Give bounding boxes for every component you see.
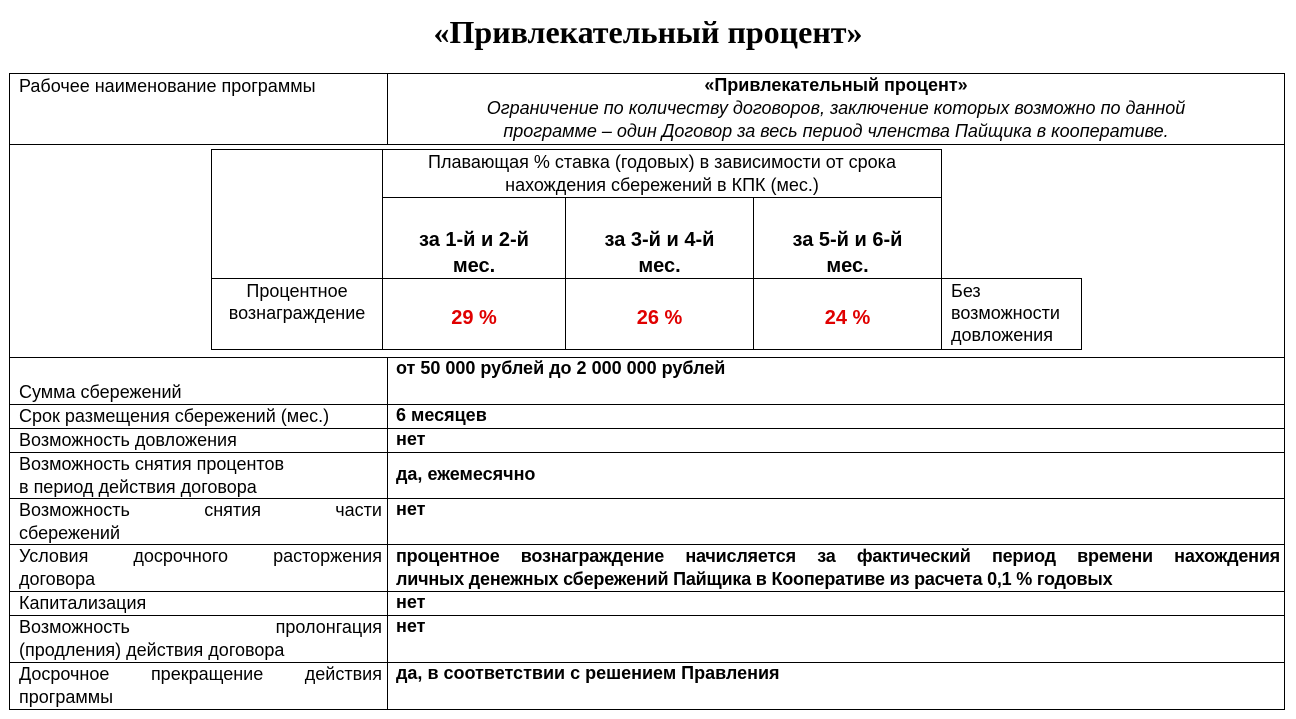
- interest-withdrawal-label-line2: в период действия договора: [19, 477, 257, 497]
- program-note-line2: программе – один Договор за весь период членства Пайщика в кооперативе.: [503, 121, 1169, 141]
- prolongation-label-line1: [19, 616, 382, 639]
- rate-value-3: 24 %: [824, 307, 871, 329]
- label-word: прекращение: [150, 664, 264, 684]
- top-up-value: нет: [396, 429, 426, 449]
- rate-note-line1: Без: [951, 281, 981, 301]
- rate-value-1: 29 %: [451, 307, 497, 329]
- label-word: расторжения: [273, 546, 382, 566]
- early-termination-label-line2: договора: [19, 569, 96, 589]
- row-value-cell: [387, 615, 1285, 663]
- savings-amount-label: Сумма сбережений: [19, 382, 182, 402]
- capitalization-value: нет: [396, 592, 426, 612]
- program-name-label: Рабочее наименование программы: [19, 76, 316, 96]
- label-word: снятия: [204, 500, 261, 520]
- interest-withdrawal-value: да, ежемесячно: [396, 464, 536, 484]
- row-value-cell: [387, 404, 1285, 429]
- program-termination-label-line1: [19, 663, 382, 686]
- program-termination-value: да, в соответствии с решением Правления: [396, 663, 780, 683]
- row-value-cell: [387, 591, 1285, 616]
- period-1-line2: мес.: [452, 255, 496, 277]
- early-termination-label-line1: [19, 545, 382, 568]
- prolongation-value: нет: [396, 616, 426, 636]
- rate-note-line2: возможности: [951, 303, 1060, 323]
- rate-note-line3: довложения: [951, 325, 1053, 345]
- label-word: Досрочное: [19, 664, 110, 684]
- rates-header-line2: нахождения сбережений в КПК (мес.): [505, 175, 819, 195]
- label-word: Возможность: [19, 617, 130, 637]
- capitalization-label: Капитализация: [19, 593, 147, 613]
- period-2-line2: мес.: [638, 255, 681, 277]
- period-3-line1: за 5-й и 6-й: [792, 229, 903, 251]
- early-termination-value-line1: процентное вознаграждение начисляется за фактический период времени нахождения: [396, 546, 1280, 566]
- row-value-cell: [387, 498, 1285, 545]
- partial-withdrawal-label-line2: сбережений: [19, 523, 121, 543]
- top-up-label: Возможность довложения: [19, 430, 237, 450]
- interest-withdrawal-label-line1: Возможность снятия процентов: [19, 454, 285, 474]
- program-name-title: «Привлекательный процент»: [704, 75, 968, 95]
- savings-amount-value: от 50 000 рублей до 2 000 000 рублей: [396, 358, 726, 378]
- rate-value-2: 26 %: [636, 307, 683, 329]
- label-word: действия: [304, 664, 382, 684]
- term-value: 6 месяцев: [396, 405, 487, 425]
- early-termination-value-line2: личных денежных сбережений Пайщика в Кооперативе из расчета 0,1 % годовых: [396, 569, 1113, 589]
- prolongation-label-line2: (продления) действия договора: [19, 640, 285, 660]
- period-2-line1: за 3-й и 4-й: [604, 229, 715, 251]
- label-word: досрочного: [133, 546, 229, 566]
- term-label: Срок размещения сбережений (мес.): [19, 406, 330, 426]
- page-title: «Привлекательный процент»: [433, 14, 863, 50]
- rate-label-line1: Процентное: [246, 281, 348, 301]
- label-word: пролонгация: [275, 617, 382, 637]
- rates-header-line1: Плавающая % ставка (годовых) в зависимости от срока: [428, 152, 896, 172]
- label-word: Условия: [19, 546, 89, 566]
- rates-blank-cell: [211, 149, 383, 279]
- label-word: Возможность: [19, 500, 130, 520]
- row-value-cell: [387, 428, 1285, 453]
- label-word: части: [335, 500, 382, 520]
- partial-withdrawal-value: нет: [396, 499, 426, 519]
- period-3-line2: мес.: [826, 255, 869, 277]
- partial-withdrawal-label-line1: [19, 499, 382, 522]
- rate-label-line2: вознаграждение: [228, 303, 366, 323]
- program-termination-label-line2: программы: [19, 687, 114, 707]
- program-note-line1: Ограничение по количеству договоров, заключение которых возможно по данной: [486, 98, 1186, 118]
- period-1-line1: за 1-й и 2-й: [419, 229, 529, 251]
